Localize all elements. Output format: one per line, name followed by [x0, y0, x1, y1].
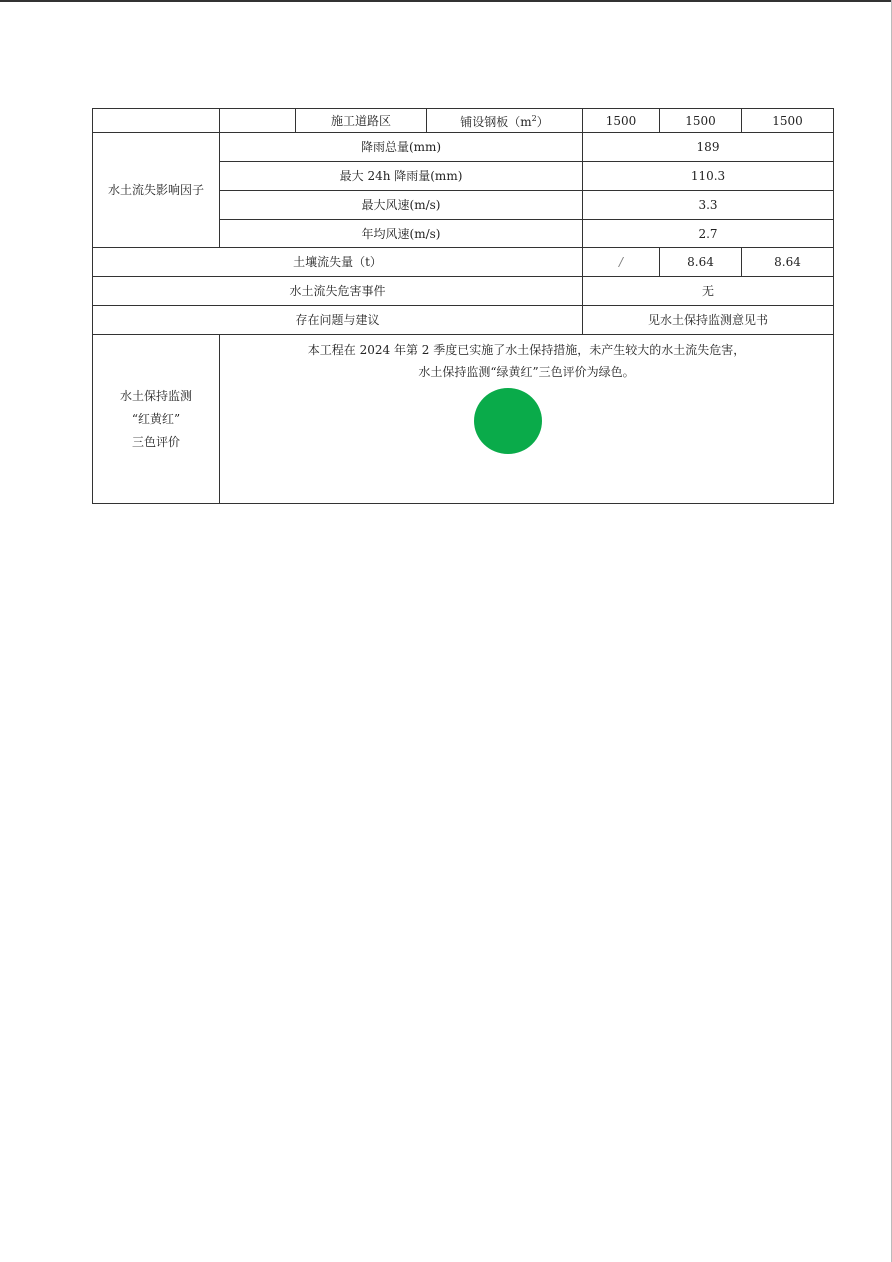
evaluation-label-line: 三色评价 [131, 434, 180, 449]
measure-close: ） [536, 115, 549, 129]
soil-loss-value-2: 8.64 [660, 248, 742, 277]
table-row-factor [93, 133, 834, 162]
monitoring-report-table [92, 108, 834, 504]
evaluation-indicator-area [224, 383, 829, 503]
measure-label: 铺设钢板（m [460, 115, 532, 129]
soil-loss-value-1: / [583, 248, 660, 277]
soil-loss-value-3: 8.64 [742, 248, 834, 277]
evaluation-label [93, 335, 220, 504]
issues-label: 存在问题与建议 [93, 306, 583, 335]
evaluation-label-line: 水土保持监测 [119, 388, 192, 403]
factor-label: 降雨总量(mm) [220, 133, 583, 162]
page-top-border [0, 0, 892, 2]
evaluation-label-line: “红黄红” [131, 411, 181, 426]
measure-cell [427, 109, 583, 133]
factor-value: 110.3 [583, 162, 834, 191]
factor-group-label: 水土流失影响因子 [93, 133, 220, 248]
evaluation-content [220, 335, 834, 504]
table-row-issues [93, 306, 834, 335]
table-row-paving [93, 109, 834, 133]
area-cell: 施工道路区 [296, 109, 427, 133]
value-cell-2: 1500 [660, 109, 742, 133]
empty-cell [93, 109, 220, 133]
factor-value: 3.3 [583, 191, 834, 220]
evaluation-text-line: 本工程在 2024 年第 2 季度已实施了水土保持措施，未产生较大的水土流失危害， [307, 343, 746, 357]
factor-label: 最大风速(m/s) [220, 191, 583, 220]
table-row-soil-loss [93, 248, 834, 277]
value-cell-1: 1500 [583, 109, 660, 133]
factor-label: 年均风速(m/s) [220, 220, 583, 248]
table-row-hazard [93, 277, 834, 306]
table-row-evaluation [93, 335, 834, 504]
value-cell-3: 1500 [742, 109, 834, 133]
factor-label: 最大 24h 降雨量(mm) [220, 162, 583, 191]
empty-cell [220, 109, 296, 133]
issues-value: 见水土保持监测意见书 [583, 306, 834, 335]
hazard-value: 无 [583, 277, 834, 306]
factor-value: 189 [583, 133, 834, 162]
green-rating-indicator [474, 388, 542, 454]
hazard-label: 水土流失危害事件 [93, 277, 583, 306]
measure-superscript: 2 [531, 114, 537, 123]
evaluation-text-line: 水土保持监测“绿黄红”三色评价为绿色。 [418, 365, 635, 379]
factor-value: 2.7 [583, 220, 834, 248]
soil-loss-label: 土壤流失量（t） [93, 248, 583, 277]
